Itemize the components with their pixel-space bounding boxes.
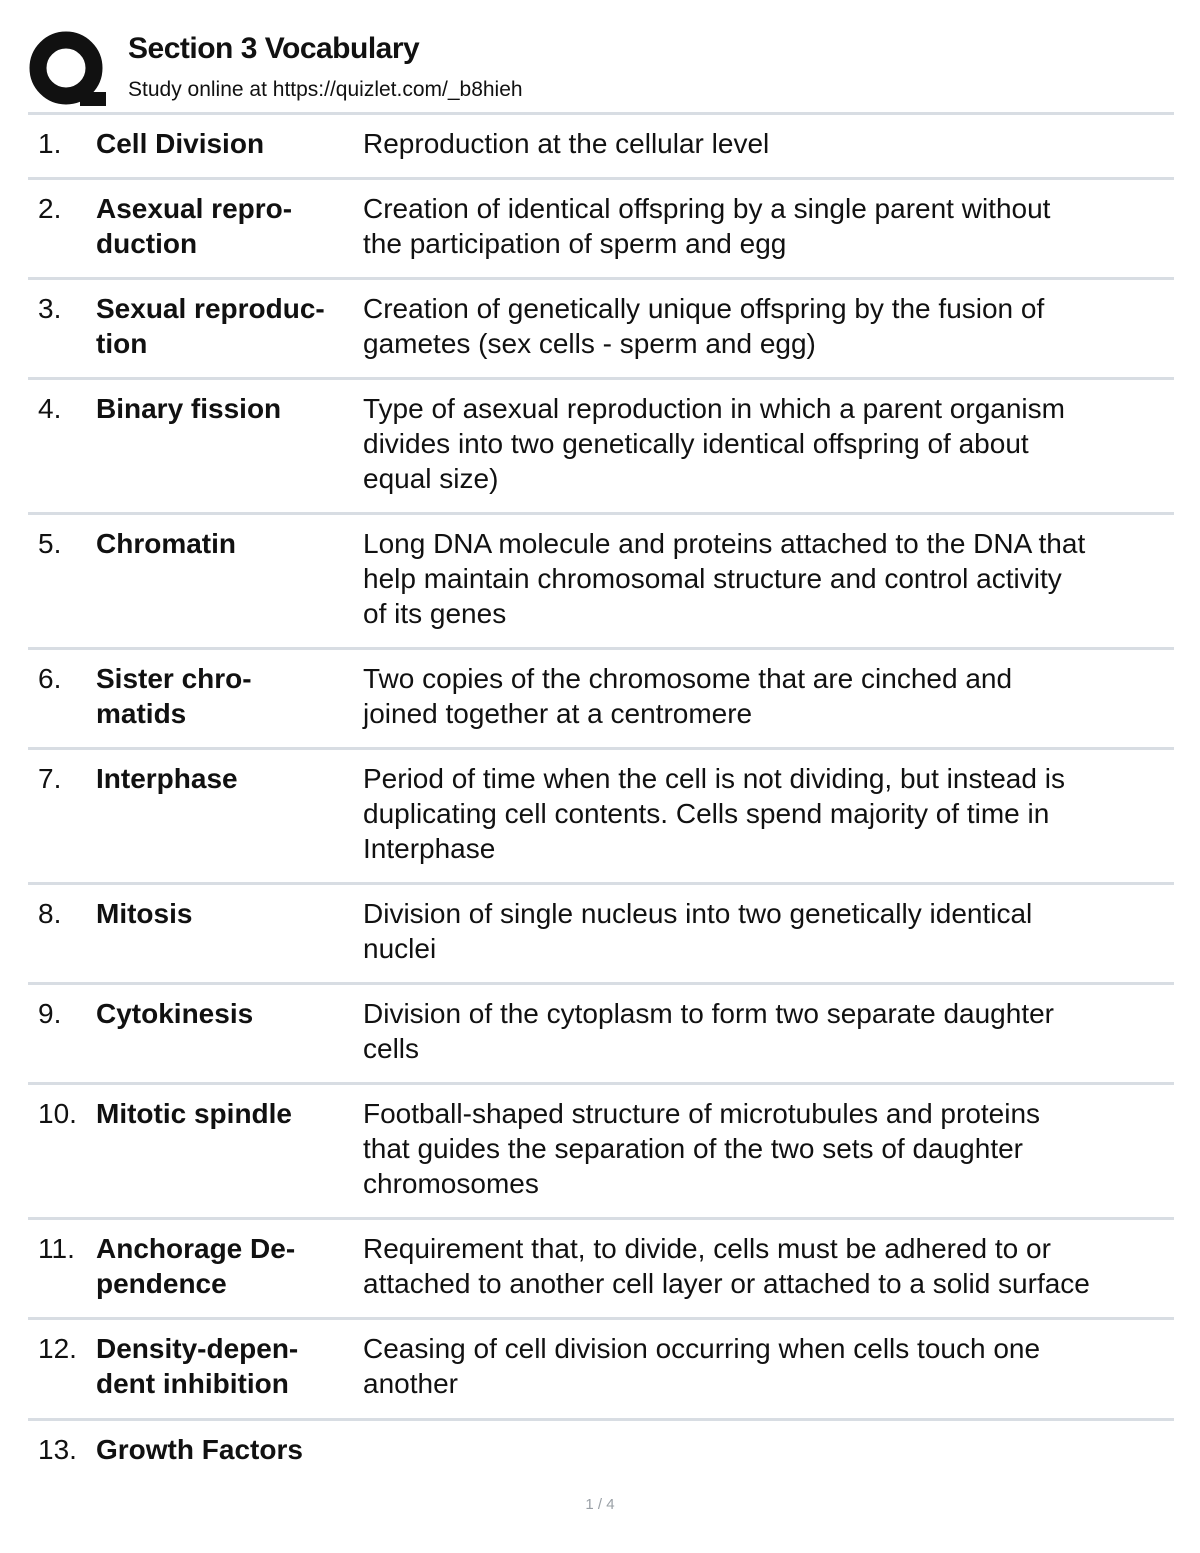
term-line: Chromatin — [96, 528, 236, 559]
definition-line: Requirement that, to divide, cells must be adhered to or — [363, 1233, 1051, 1264]
term-line: Mitosis — [96, 898, 193, 929]
definition-line: nuclei — [363, 933, 437, 964]
term-line: Anchorage De- — [96, 1233, 296, 1264]
definition-line: Type of asexual reproduction in which a parent organism — [363, 393, 1065, 424]
study-online-link-text: Study online at https://quizlet.com/_b8hieh — [128, 78, 523, 101]
item-number: 8. — [38, 898, 62, 929]
item-number: 2. — [38, 193, 62, 224]
definition-line: gametes (sex cells - sperm and egg) — [363, 328, 816, 359]
term-line: Growth Factors — [96, 1434, 303, 1465]
vocab-definition — [363, 526, 1183, 631]
term-line: Interphase — [96, 763, 238, 794]
definition-line: Two copies of the chromosome that are cinched and — [363, 663, 1013, 694]
definition-line: the participation of sperm and egg — [363, 228, 787, 259]
item-number: 6. — [38, 663, 62, 694]
term-line: Density-depen- — [96, 1333, 299, 1364]
quizlet-logo-icon — [28, 30, 108, 110]
row-divider — [28, 647, 1174, 650]
definition-line: joined together at a centromere — [363, 698, 753, 729]
vocab-term — [96, 291, 358, 361]
definition-line: duplicating cell contents. Cells spend majority of time in — [363, 798, 1050, 829]
vocab-term — [96, 896, 358, 931]
item-number: 11. — [38, 1233, 75, 1264]
vocab-definition — [363, 1231, 1183, 1301]
vocab-term — [96, 391, 358, 426]
vocab-term — [96, 761, 358, 796]
item-number: 13. — [38, 1434, 77, 1465]
vocab-term — [96, 661, 358, 731]
definition-line: attached to another cell layer or attached to a solid surface — [363, 1268, 1090, 1299]
vocab-definition — [363, 191, 1183, 261]
vocab-definition — [363, 291, 1183, 361]
row-divider — [28, 1418, 1174, 1421]
vocab-definition — [363, 1331, 1183, 1401]
definition-line: Division of single nucleus into two genetically identical — [363, 898, 1033, 929]
definition-line: another — [363, 1368, 458, 1399]
term-line: Asexual repro- — [96, 193, 293, 224]
item-number: 4. — [38, 393, 62, 424]
term-line: tion — [96, 328, 148, 359]
row-divider — [28, 1082, 1174, 1085]
item-number: 7. — [38, 763, 62, 794]
row-divider — [28, 747, 1174, 750]
row-divider — [28, 377, 1174, 380]
vocab-definition — [363, 391, 1183, 496]
vocab-definition — [363, 1096, 1183, 1201]
vocab-term — [96, 126, 358, 161]
document-header — [28, 30, 1174, 110]
definition-line: Division of the cytoplasm to form two separate daughter — [363, 998, 1055, 1029]
item-number: 10. — [38, 1098, 77, 1129]
definition-line: chromosomes — [363, 1168, 539, 1199]
vocab-definition — [363, 661, 1183, 731]
row-divider — [28, 277, 1174, 280]
item-number: 3. — [38, 293, 62, 324]
vocab-term — [96, 1331, 358, 1401]
item-number: 5. — [38, 528, 62, 559]
header-divider — [28, 112, 1174, 115]
term-line: dent inhibition — [96, 1368, 289, 1399]
item-number: 12. — [38, 1333, 77, 1364]
row-divider — [28, 882, 1174, 885]
definition-line: Creation of identical offspring by a single parent without — [363, 193, 1051, 224]
vocab-term — [96, 191, 358, 261]
definition-line: Ceasing of cell division occurring when cells touch one — [363, 1333, 1041, 1364]
term-line: Mitotic spindle — [96, 1098, 292, 1129]
term-line: Sexual reproduc- — [96, 293, 325, 324]
row-divider — [28, 982, 1174, 985]
vocab-definition — [363, 896, 1183, 966]
item-number: 9. — [38, 998, 62, 1029]
term-line: matids — [96, 698, 187, 729]
definition-line: of its genes — [363, 598, 507, 629]
page-title: Section 3 Vocabulary — [128, 32, 420, 65]
term-line: Binary fission — [96, 393, 282, 424]
term-line: Cell Division — [96, 128, 265, 159]
definition-line: help maintain chromosomal structure and control activity — [363, 563, 1062, 594]
definition-line: Reproduction at the cellular level — [363, 128, 770, 159]
item-number: 1. — [38, 128, 62, 159]
definition-line: Long DNA molecule and proteins attached to the DNA that — [363, 528, 1086, 559]
term-line: Sister chro- — [96, 663, 252, 694]
vocab-term — [96, 996, 358, 1031]
definition-line: Interphase — [363, 833, 496, 864]
term-line: Cytokinesis — [96, 998, 254, 1029]
vocab-definition — [363, 126, 1183, 161]
row-divider — [28, 177, 1174, 180]
vocab-term — [96, 1432, 358, 1467]
vocab-term — [96, 1231, 358, 1301]
vocab-definition — [363, 761, 1183, 866]
definition-line: Football-shaped structure of microtubules and proteins — [363, 1098, 1041, 1129]
definition-line: Period of time when the cell is not dividing, but instead is — [363, 763, 1065, 794]
definition-line: divides into two genetically identical offspring of about — [363, 428, 1029, 459]
vocab-term — [96, 526, 358, 561]
row-divider — [28, 1217, 1174, 1220]
page-indicator: 1 / 4 — [585, 1496, 615, 1513]
definition-line: Creation of genetically unique offspring by the fusion of — [363, 293, 1045, 324]
definition-line: cells — [363, 1033, 420, 1064]
row-divider — [28, 1317, 1174, 1320]
vocab-term — [96, 1096, 358, 1131]
definition-line: that guides the separation of the two sets of daughter — [363, 1133, 1023, 1164]
vocab-definition — [363, 996, 1183, 1066]
term-line: duction — [96, 228, 198, 259]
row-divider — [28, 512, 1174, 515]
term-line: pendence — [96, 1268, 227, 1299]
definition-line: equal size) — [363, 463, 499, 494]
